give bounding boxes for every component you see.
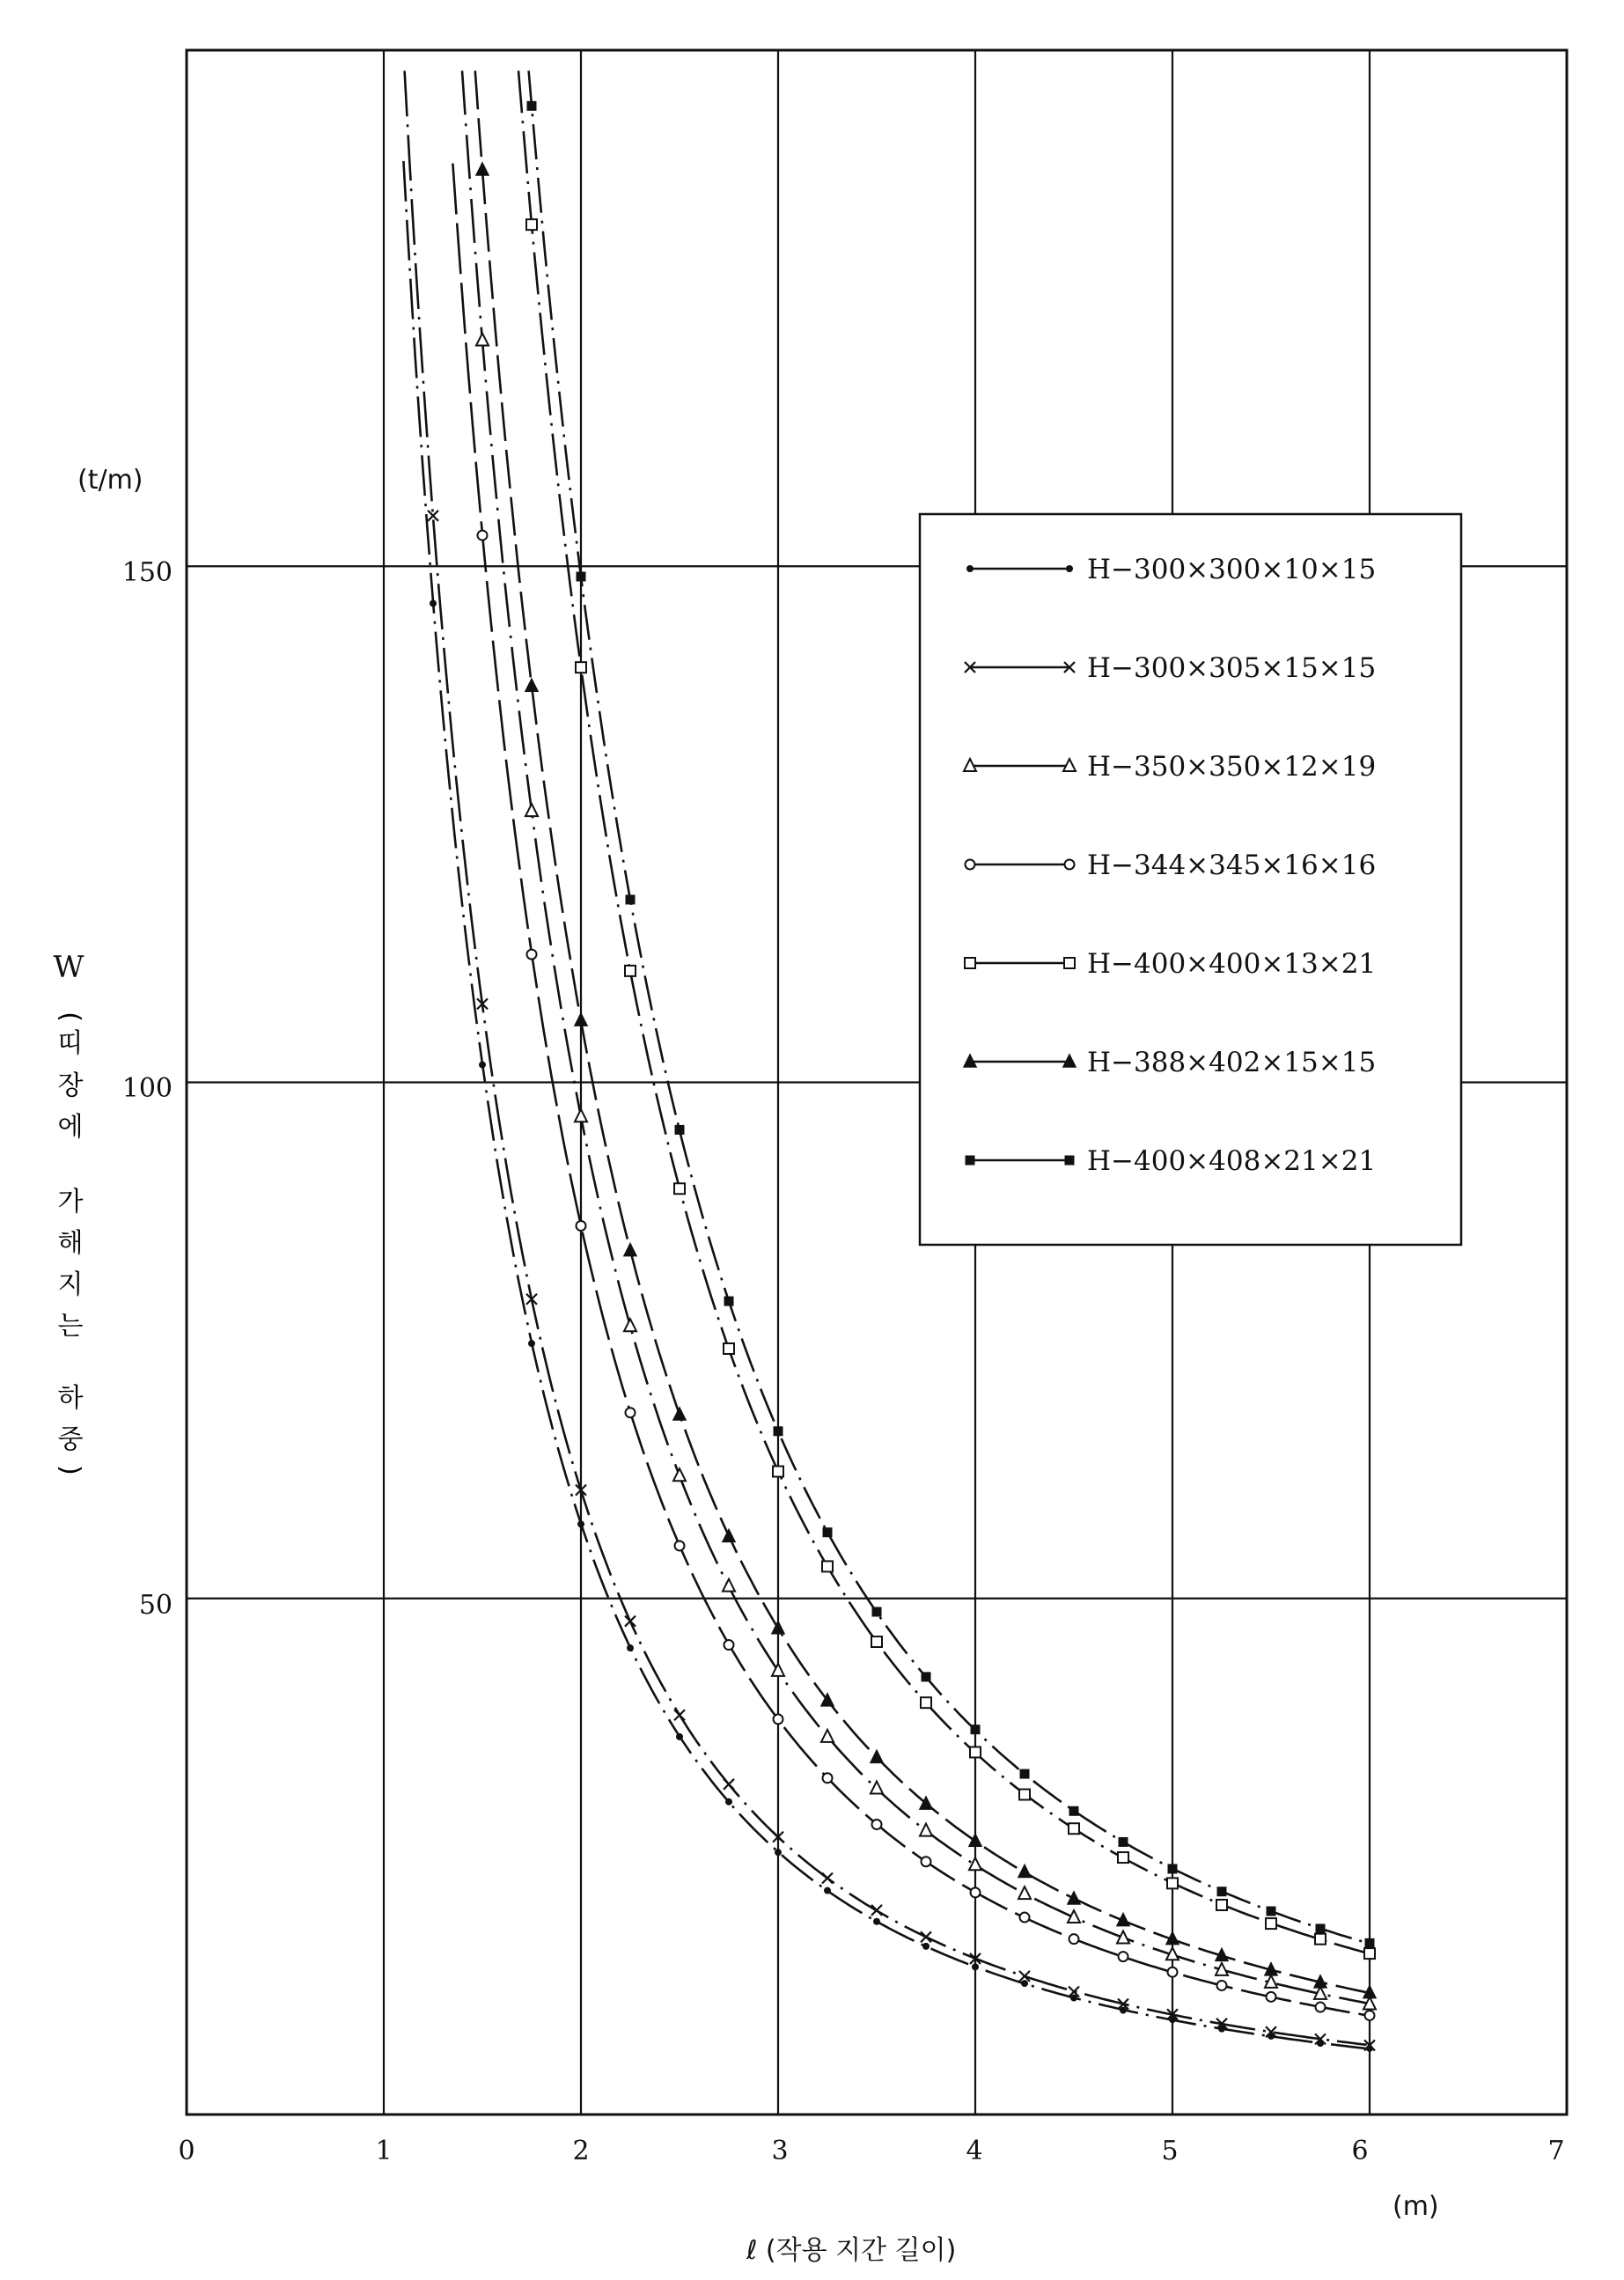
data-point [821, 1730, 834, 1742]
x-tick-label: 2 [572, 2136, 590, 2166]
data-point [822, 1561, 833, 1571]
data-point [969, 1857, 981, 1870]
y-tick-label: 100 [121, 1073, 173, 1104]
y-axis-label-char: 중 [57, 1424, 84, 1455]
data-point [525, 679, 538, 691]
x-tick-label: 7 [1547, 2136, 1565, 2166]
data-point [430, 599, 437, 607]
legend-marker [1065, 1156, 1074, 1165]
x-tick-labels [178, 2136, 1564, 2166]
data-point [1168, 1967, 1178, 1977]
data-point [673, 1468, 686, 1481]
data-point [479, 1062, 486, 1069]
data-point [774, 1427, 783, 1436]
data-point [577, 1520, 584, 1527]
data-point [922, 1943, 930, 1950]
legend-marker [966, 860, 975, 870]
legend-marker [1064, 958, 1075, 968]
data-point [969, 1834, 981, 1846]
y-axis-label [55, 1011, 85, 1475]
y-tick-label: 50 [138, 1590, 173, 1621]
data-point [577, 1221, 586, 1231]
data-point [1315, 1934, 1326, 1945]
data-point [773, 1467, 783, 1477]
data-point [576, 662, 586, 673]
data-point [724, 1640, 734, 1650]
y-axis-label-char: 가 [57, 1187, 84, 1217]
x-tick-label: 3 [771, 2136, 789, 2166]
y-axis-letter: W [53, 950, 85, 985]
data-point [1020, 1913, 1030, 1923]
data-point [920, 1824, 932, 1836]
data-point [1365, 1938, 1374, 1947]
data-point [1267, 1992, 1276, 2002]
data-point [871, 1750, 883, 1762]
data-point [1216, 1900, 1227, 1910]
data-point [575, 1013, 587, 1026]
data-point [1364, 1948, 1375, 1959]
legend-label: H−300×300×10×15 [1087, 554, 1377, 585]
legend-label: H−388×402×15×15 [1087, 1047, 1377, 1078]
y-axis-label-char: 에 [57, 1112, 84, 1143]
data-point [972, 1963, 979, 1970]
data-point [478, 531, 488, 541]
data-point [1021, 1980, 1028, 1987]
data-point [1069, 1934, 1079, 1944]
data-point [724, 1343, 734, 1354]
data-point [676, 1733, 683, 1740]
data-point [1018, 1887, 1031, 1899]
data-point [921, 1931, 931, 1942]
data-point [1267, 1907, 1275, 1916]
x-axis-label: ℓ (작용 지간 길이) [746, 2235, 957, 2266]
data-point [723, 1579, 735, 1592]
data-point [872, 1820, 882, 1829]
data-point [1119, 1952, 1128, 1961]
data-point [724, 1779, 734, 1790]
legend-label: H−350×350×12×19 [1087, 751, 1377, 783]
data-point [1020, 1769, 1029, 1778]
data-point [673, 1408, 686, 1420]
data-point [527, 950, 537, 960]
y-unit-label: (t/m) [77, 465, 143, 496]
legend-marker [966, 565, 974, 572]
data-point [1119, 1837, 1128, 1846]
x-unit-label: (m) [1393, 2191, 1439, 2222]
data-point [1019, 1971, 1030, 1982]
y-axis-label-char: 는 [57, 1311, 84, 1342]
data-point [1316, 2003, 1326, 2012]
y-tick-label: 150 [121, 557, 173, 588]
legend-label: H−400×408×21×21 [1087, 1145, 1377, 1177]
y-axis-label-char: ( [55, 1011, 85, 1022]
data-point [970, 1747, 981, 1757]
legend-label: H−344×345×16×16 [1087, 849, 1377, 881]
data-point [1118, 1852, 1128, 1863]
legend-marker [966, 1156, 974, 1165]
x-tick-label: 5 [1161, 2136, 1179, 2166]
data-point [624, 1244, 636, 1256]
data-point [1316, 1924, 1325, 1933]
data-point [1167, 1878, 1178, 1888]
data-point [823, 1528, 832, 1537]
data-point [774, 1714, 783, 1724]
data-point [675, 1541, 685, 1550]
data-point [674, 1710, 685, 1720]
data-point [724, 1297, 733, 1305]
data-point [577, 572, 585, 581]
data-point [674, 1183, 685, 1194]
data-point [921, 1697, 931, 1708]
legend-marker [1066, 565, 1073, 572]
data-point [1069, 1806, 1078, 1815]
data-point [871, 1781, 883, 1793]
data-point [525, 804, 538, 816]
x-tick-label: 1 [375, 2136, 393, 2166]
data-point [1266, 1918, 1276, 1929]
data-point [624, 1319, 636, 1331]
y-axis-label-char: ) [55, 1465, 85, 1475]
data-point [1217, 1981, 1227, 1990]
data-point [675, 1125, 684, 1134]
data-point [872, 1607, 881, 1616]
data-point [625, 966, 636, 976]
data-point [922, 1673, 930, 1681]
y-tick-labels [122, 557, 173, 1621]
legend-label: H−300×305×15×15 [1087, 652, 1377, 684]
y-axis-label-char: 지 [57, 1269, 84, 1300]
data-point [1365, 2011, 1375, 2020]
data-point [922, 1857, 931, 1866]
data-point [575, 1109, 587, 1122]
data-point [528, 1340, 535, 1347]
data-point [526, 219, 537, 230]
data-point [1019, 1790, 1030, 1800]
data-point [725, 1798, 732, 1806]
x-tick-label: 4 [966, 2136, 983, 2166]
legend [920, 514, 1461, 1245]
data-point [627, 1644, 634, 1651]
data-point [1168, 1864, 1177, 1873]
y-axis-label-char: 하 [57, 1383, 84, 1414]
data-point [625, 1616, 636, 1627]
data-point [626, 1408, 636, 1417]
data-point [824, 1887, 831, 1894]
data-point [822, 1872, 833, 1883]
data-point [476, 163, 489, 175]
data-point [1018, 1864, 1031, 1877]
data-point [775, 1849, 782, 1856]
data-point [476, 333, 489, 345]
data-point [1068, 1892, 1080, 1904]
data-point [873, 1918, 880, 1925]
data-point [871, 1905, 882, 1916]
data-point [871, 1636, 882, 1647]
data-point [1069, 1823, 1079, 1834]
data-point [723, 1529, 735, 1541]
y-axis-label-char: 띠 [57, 1028, 84, 1059]
y-axis-label-char: 장 [57, 1070, 84, 1101]
x-tick-label: 0 [178, 2136, 195, 2166]
x-tick-label: 6 [1351, 2136, 1369, 2166]
data-point [428, 511, 438, 521]
legend-marker [965, 958, 975, 968]
legend-label: H−400×400×13×21 [1087, 948, 1377, 980]
data-point [823, 1773, 833, 1783]
data-point [971, 1725, 980, 1734]
data-point [527, 101, 536, 110]
data-point [626, 895, 635, 904]
legend-marker [1065, 860, 1075, 870]
y-axis-label-char: 해 [57, 1228, 84, 1259]
data-point [1217, 1887, 1226, 1896]
data-point [971, 1887, 981, 1897]
